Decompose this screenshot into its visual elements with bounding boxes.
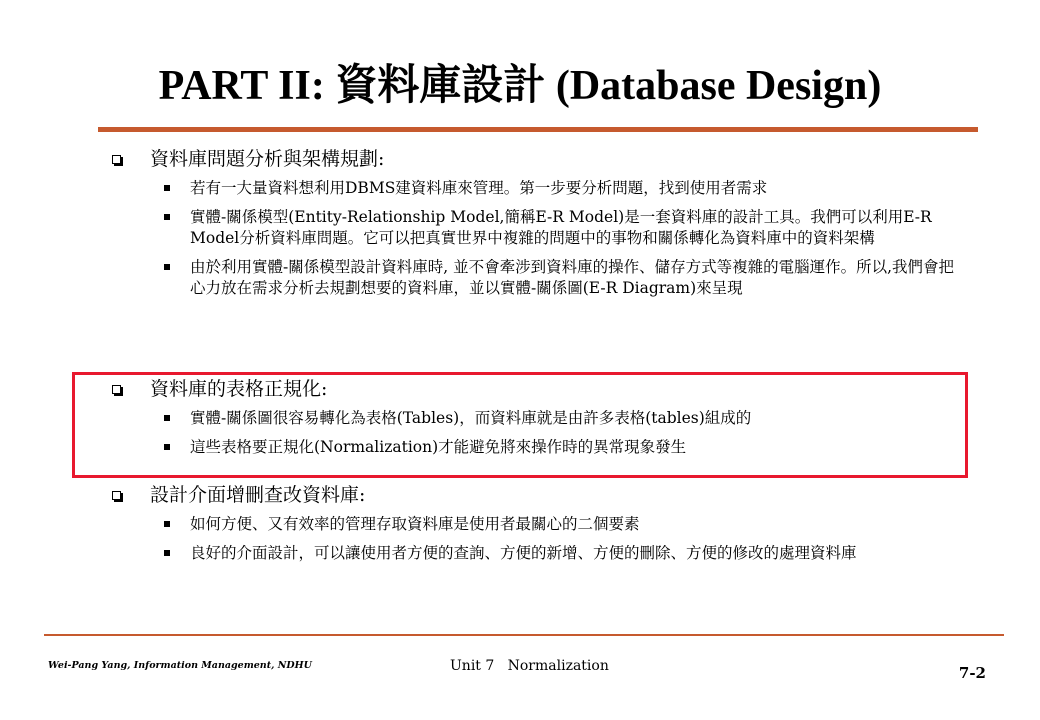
list-item-text: 由於利用實體-關係模型設計資料庫時, 並不會牽涉到資料庫的操作、儲存方式等複雜的電腦運作。所以,我們會把心力放在需求分析去規劃想要的資料庫，並以實體-關係圖(E-R Diagram)來呈現 xyxy=(190,258,955,297)
square-bullet-icon xyxy=(164,521,170,527)
list-item-text: 若有一大量資料想利用DBMS建資料庫來管理。第一步要分析問題，找到使用者需求 xyxy=(190,179,768,197)
list-item-text: 良好的介面設計，可以讓使用者方便的查詢、方便的新增、方便的刪除、方便的修改的處理資料庫 xyxy=(190,544,857,562)
list-item-text: 實體-關係模型(Entity-Relationship Model,簡稱E-R Model)是一套資料庫的設計工具。我們可以利用E-R Model分析資料庫問題。它可以把真實世界中複雜的問題中的事物和關係轉化為資料庫中的資料架構 xyxy=(190,208,932,247)
section-heading xyxy=(110,146,970,172)
list-item xyxy=(110,207,970,249)
list-item xyxy=(110,257,970,299)
list-item xyxy=(110,514,970,535)
list-item xyxy=(110,178,970,199)
section-heading-text: 資料庫的表格正規化: xyxy=(150,378,328,400)
square-bullet-icon xyxy=(164,550,170,556)
list-item-text: 這些表格要正規化(Normalization)才能避免將來操作時的異常現象發生 xyxy=(190,438,687,456)
hollow-square-bullet-icon xyxy=(112,491,121,500)
square-bullet-icon xyxy=(164,185,170,191)
list-item xyxy=(110,543,970,564)
hollow-square-bullet-icon xyxy=(112,155,121,164)
title-divider xyxy=(98,127,978,132)
section-heading xyxy=(110,482,970,508)
footer-divider xyxy=(44,634,1004,636)
section-analysis xyxy=(110,146,970,307)
list-item-text: 實體-關係圖很容易轉化為表格(Tables)，而資料庫就是由許多表格(tables)組成的 xyxy=(190,409,752,427)
section-interface xyxy=(110,482,970,572)
footer-author: Wei-Pang Yang, Information Management, NDHU xyxy=(48,660,312,671)
slide-title: PART II: 資料庫設計 (Database Design) xyxy=(158,63,882,109)
page-number: 7-2 xyxy=(958,664,986,682)
footer-unit: Unit 7 Normalization xyxy=(450,658,609,674)
square-bullet-icon xyxy=(164,214,170,220)
section-heading-text: 設計介面增刪查改資料庫: xyxy=(150,484,366,506)
square-bullet-icon xyxy=(164,264,170,270)
list-item-text: 如何方便、又有效率的管理存取資料庫是使用者最關心的二個要素 xyxy=(190,515,640,533)
highlight-box xyxy=(72,372,968,478)
section-heading-text: 資料庫問題分析與架構規劃: xyxy=(150,148,385,170)
